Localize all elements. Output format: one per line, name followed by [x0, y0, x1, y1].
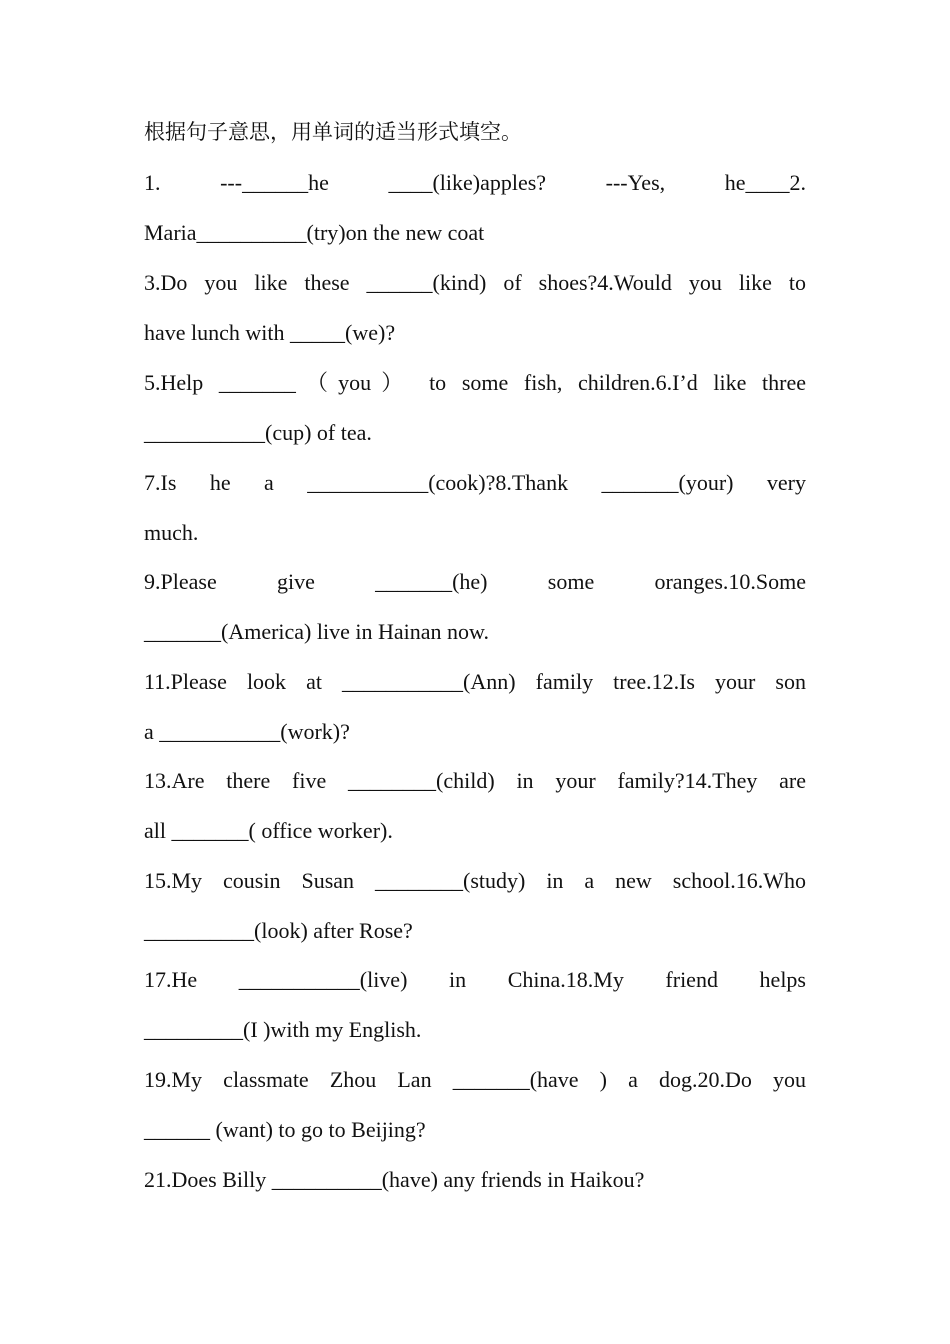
exercise-line: 9.Please give _______(he) some oranges.10.Some: [144, 569, 806, 594]
instruction-heading: 根据句子意思，用单词的适当形式填空。: [144, 120, 522, 144]
exercise-line: 19.My classmate Zhou Lan _______(have ) a dog.20.Do you: [144, 1067, 806, 1092]
exercise-line: _______(America) live in Hainan now.: [144, 619, 489, 644]
exercise-line: __________(look) after Rose?: [144, 918, 413, 943]
exercise-line: 5.Help _______（you） to some fish, children.6.I’d like three: [144, 370, 806, 395]
exercise-line: 21.Does Billy __________(have) any friends in Haikou?: [144, 1167, 645, 1192]
exercise-line: a ___________(work)?: [144, 719, 350, 744]
exercise-line: _________(I )with my English.: [144, 1017, 422, 1042]
exercise-line: ___________(cup) of tea.: [144, 420, 372, 445]
exercise-line: 3.Do you like these ______(kind) of shoes?4.Would you like to: [144, 270, 806, 295]
exercise-line: much.: [144, 520, 199, 545]
exercise-line: 17.He ___________(live) in China.18.My friend helps: [144, 967, 806, 992]
exercise-line: 11.Please look at ___________(Ann) family tree.12.Is your son: [144, 669, 806, 694]
exercise-line: 15.My cousin Susan ________(study) in a new school.16.Who: [144, 868, 806, 893]
exercise-line: have lunch with _____(we)?: [144, 320, 396, 345]
exercise-line: 13.Are there five ________(child) in your family?14.They are: [144, 768, 806, 793]
exercise-line: all _______( office worker).: [144, 818, 393, 843]
exercise-line: Maria__________(try)on the new coat: [144, 220, 485, 245]
exercise-line: ______ (want) to go to Beijing?: [144, 1117, 426, 1142]
exercise-line: 7.Is he a ___________(cook)?8.Thank _______(your) very: [144, 470, 806, 495]
exercise-line: 1. ---______he ____(like)apples? ---Yes, he____2.: [144, 170, 806, 195]
